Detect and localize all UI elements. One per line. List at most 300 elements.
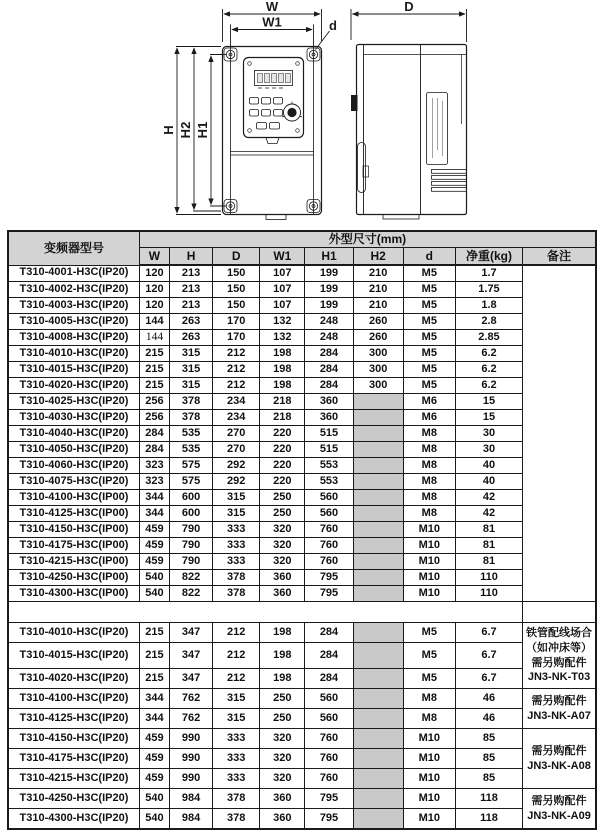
model-cell: T310-4015-H3C(IP20)	[8, 362, 139, 378]
weight-cell: 42	[455, 506, 522, 522]
model-cell: T310-4100-H3C(IP20)	[8, 689, 139, 709]
dim-cell-d: M8	[403, 689, 455, 709]
dim-cell-h: 213	[170, 282, 213, 298]
model-cell: T310-4300-H3C(IP20)	[8, 809, 139, 830]
dim-cell-w1: 220	[260, 426, 305, 442]
dim-cell-h2	[353, 586, 403, 602]
vent-slats	[432, 170, 467, 192]
header-row-1	[8, 231, 596, 248]
dim-cell-w1: 250	[260, 709, 305, 729]
table-row	[8, 809, 596, 830]
remark-line: 铁管配线场合	[526, 627, 593, 640]
table-row	[8, 458, 596, 474]
weight-cell: 15	[455, 410, 522, 426]
weight-cell: 1.8	[455, 298, 522, 314]
dim-cell-w1: 320	[260, 554, 305, 570]
dim-cell-w1: 320	[260, 749, 305, 769]
table-row	[8, 554, 596, 570]
dim-cell-d: 212	[213, 362, 260, 378]
dim-cell-w: 344	[139, 689, 169, 709]
dim-cell-w1: 250	[260, 689, 305, 709]
weight-cell: 6.7	[455, 669, 522, 689]
dim-cell-h: 535	[170, 426, 213, 442]
model-cell: T310-4215-H3C(IP20)	[8, 769, 139, 789]
dim-cell-w1: 220	[260, 458, 305, 474]
dim-cell-h: 263	[170, 314, 213, 330]
model-cell: T310-4150-H3C(IP00)	[8, 522, 139, 538]
remark-line: 需另购配件	[531, 794, 587, 807]
weight-cell: 118	[455, 809, 522, 830]
table-row	[8, 362, 596, 378]
dim-cell-h1: 760	[305, 554, 353, 570]
dim-cell-h1: 760	[305, 749, 353, 769]
dim-cell-d: 333	[213, 554, 260, 570]
table-row	[8, 570, 596, 586]
dim-cell-w1: 320	[260, 729, 305, 749]
dim-cell-h1: 553	[305, 474, 353, 490]
dim-cell-d: 333	[213, 522, 260, 538]
remark-line: 需另购配件	[531, 694, 587, 707]
dim-cell-w1: 198	[260, 643, 305, 669]
model-cell: T310-4300-H3C(IP00)	[8, 586, 139, 602]
table-row	[8, 769, 596, 789]
side-view-drawing	[351, 45, 467, 220]
dim-cell-d: 333	[213, 769, 260, 789]
dim-cell-d: 150	[213, 298, 260, 314]
dim-cell-h2	[353, 394, 403, 410]
dim-cell-w1: 132	[260, 330, 305, 346]
remark-note	[523, 789, 596, 830]
dim-cell-h1: 553	[305, 458, 353, 474]
col-header-d: D	[213, 248, 260, 266]
dim-cell-d: M10	[403, 586, 455, 602]
table-row	[8, 330, 596, 346]
dim-cell-h2	[353, 458, 403, 474]
dim-cell-w: 540	[139, 789, 169, 809]
model-cell: T310-4001-H3C(IP20)	[8, 265, 139, 282]
table-row	[8, 474, 596, 490]
remark-note	[523, 729, 596, 789]
model-cell: T310-4215-H3C(IP00)	[8, 554, 139, 570]
dim-cell-h2	[353, 669, 403, 689]
dim-cell-w: 120	[139, 282, 169, 298]
table-row	[8, 314, 596, 330]
dim-cell-w: 144	[139, 330, 169, 346]
dim-cell-h1: 560	[305, 689, 353, 709]
dim-cell-h: 347	[170, 669, 213, 689]
dim-cell-d: M5	[403, 346, 455, 362]
dim-cell-h: 378	[170, 394, 213, 410]
dim-cell-w1: 220	[260, 474, 305, 490]
dimension-diagram	[0, 0, 600, 230]
front-view-dimensions	[176, 9, 330, 215]
model-cell: T310-4125-H3C(IP00)	[8, 506, 139, 522]
dim-cell-w: 256	[139, 394, 169, 410]
dim-cell-d: 212	[213, 669, 260, 689]
dim-cell-w: 215	[139, 378, 169, 394]
dim-cell-h: 984	[170, 789, 213, 809]
remark-line: 需另购配件	[531, 656, 587, 669]
dim-cell-h2	[353, 474, 403, 490]
dim-cell-h: 575	[170, 458, 213, 474]
dim-cell-d: M5	[403, 314, 455, 330]
dim-cell-d: 170	[213, 330, 260, 346]
table-row	[8, 426, 596, 442]
model-cell: T310-4100-H3C(IP00)	[8, 490, 139, 506]
dim-cell-h1: 284	[305, 643, 353, 669]
weight-cell: 30	[455, 442, 522, 458]
dim-cell-h: 315	[170, 378, 213, 394]
dim-cell-h1: 284	[305, 378, 353, 394]
dim-cell-h1: 284	[305, 669, 353, 689]
keypad-buttons	[250, 98, 283, 130]
dim-cell-h1: 560	[305, 506, 353, 522]
dim-label-w1: W1	[262, 14, 282, 30]
dim-cell-h: 990	[170, 729, 213, 749]
dim-cell-d: 292	[213, 458, 260, 474]
dim-cell-d: M8	[403, 426, 455, 442]
dim-cell-d: 315	[213, 689, 260, 709]
dim-cell-w: 323	[139, 474, 169, 490]
dim-cell-h1: 199	[305, 282, 353, 298]
dim-cell-d: 333	[213, 729, 260, 749]
dim-cell-w: 144	[139, 314, 169, 330]
dim-cell-h: 347	[170, 623, 213, 643]
model-cell: T310-4050-H3C(IP20)	[8, 442, 139, 458]
dim-cell-h2	[353, 769, 403, 789]
dim-cell-w: 459	[139, 769, 169, 789]
dim-cell-h: 990	[170, 769, 213, 789]
dim-cell-w1: 218	[260, 410, 305, 426]
dim-cell-h1: 795	[305, 570, 353, 586]
model-cell: T310-4075-H3C(IP20)	[8, 474, 139, 490]
dim-cell-h: 984	[170, 809, 213, 830]
dim-cell-w1: 198	[260, 346, 305, 362]
dim-cell-h: 790	[170, 522, 213, 538]
dim-cell-h1: 560	[305, 709, 353, 729]
dim-cell-h2: 300	[353, 346, 403, 362]
dim-cell-d: M5	[403, 330, 455, 346]
weight-cell: 6.2	[455, 378, 522, 394]
dim-cell-w: 459	[139, 522, 169, 538]
dim-cell-d: M10	[403, 570, 455, 586]
table-row	[8, 689, 596, 709]
potentiometer-knob	[282, 102, 302, 122]
table-row	[8, 442, 596, 458]
dim-cell-h: 315	[170, 346, 213, 362]
weight-cell: 81	[455, 538, 522, 554]
dim-cell-h: 600	[170, 506, 213, 522]
dim-cell-h: 762	[170, 689, 213, 709]
col-header-weight: 净重(kg)	[455, 248, 522, 266]
dim-cell-h: 575	[170, 474, 213, 490]
dim-cell-h2	[353, 643, 403, 669]
dim-cell-w1: 132	[260, 314, 305, 330]
col-header-dd: d	[403, 248, 455, 266]
weight-cell: 46	[455, 689, 522, 709]
dim-cell-h: 790	[170, 554, 213, 570]
dim-cell-w: 459	[139, 729, 169, 749]
table-row	[8, 378, 596, 394]
dim-cell-h1: 199	[305, 265, 353, 282]
dim-cell-h1: 560	[305, 490, 353, 506]
dim-cell-d: M8	[403, 709, 455, 729]
table-row	[8, 522, 596, 538]
dim-cell-h1: 760	[305, 538, 353, 554]
dim-label-d-hole: d	[329, 18, 337, 33]
dim-cell-d: M8	[403, 442, 455, 458]
dim-cell-w1: 360	[260, 570, 305, 586]
dim-cell-w: 459	[139, 749, 169, 769]
weight-cell: 81	[455, 522, 522, 538]
dim-cell-h: 213	[170, 298, 213, 314]
model-cell: T310-4010-H3C(IP20)	[8, 623, 139, 643]
dim-label-h1: H1	[195, 121, 210, 139]
dim-cell-h1: 795	[305, 789, 353, 809]
dim-cell-h: 535	[170, 442, 213, 458]
dim-cell-h2: 210	[353, 298, 403, 314]
table-row	[8, 490, 596, 506]
table-row	[8, 394, 596, 410]
dim-cell-d: M10	[403, 538, 455, 554]
dim-label-w: W	[265, 0, 279, 14]
dim-label-h: H	[161, 125, 176, 135]
dim-cell-w1: 360	[260, 586, 305, 602]
remark-line: JN3-NK-A09	[527, 809, 591, 822]
dim-cell-d: 315	[213, 709, 260, 729]
remark-cell-empty	[523, 265, 596, 602]
dim-cell-d: 378	[213, 570, 260, 586]
model-cell: T310-4005-H3C(IP20)	[8, 314, 139, 330]
weight-cell: 40	[455, 474, 522, 490]
dim-cell-h: 762	[170, 709, 213, 729]
col-header-h: H	[170, 248, 213, 266]
side-label	[427, 93, 448, 165]
dim-cell-d: 212	[213, 623, 260, 643]
table-row	[8, 623, 596, 643]
dim-cell-h1: 199	[305, 298, 353, 314]
dim-cell-h2	[353, 709, 403, 729]
dim-cell-d: 315	[213, 506, 260, 522]
dim-cell-d: 212	[213, 378, 260, 394]
model-cell: T310-4008-H3C(IP20)	[8, 330, 139, 346]
model-cell: T310-4175-H3C(IP00)	[8, 538, 139, 554]
dim-cell-h: 600	[170, 490, 213, 506]
dim-cell-w: 120	[139, 298, 169, 314]
dim-cell-d: M10	[403, 554, 455, 570]
dim-cell-d: 212	[213, 643, 260, 669]
weight-cell: 6.2	[455, 346, 522, 362]
dim-cell-w: 284	[139, 426, 169, 442]
dim-cell-h2	[353, 749, 403, 769]
model-cell: T310-4030-H3C(IP20)	[8, 410, 139, 426]
table-row	[8, 729, 596, 749]
dim-cell-h1: 360	[305, 410, 353, 426]
weight-cell: 1.7	[455, 265, 522, 282]
dim-cell-d: 212	[213, 346, 260, 362]
dim-cell-h2	[353, 538, 403, 554]
dim-cell-h2	[353, 789, 403, 809]
col-header-model: 变频器型号	[8, 231, 139, 265]
col-header-remark: 备注	[523, 248, 596, 266]
col-header-dims-group: 外型尺寸(mm)	[139, 231, 596, 248]
dim-cell-h2: 300	[353, 378, 403, 394]
table-row	[8, 602, 596, 623]
dim-cell-w: 344	[139, 709, 169, 729]
remark-line: 需另购配件	[531, 744, 587, 757]
dim-cell-h: 822	[170, 570, 213, 586]
dim-cell-w1: 198	[260, 378, 305, 394]
dim-cell-w1: 360	[260, 789, 305, 809]
model-cell: T310-4010-H3C(IP20)	[8, 346, 139, 362]
dim-label-d-depth: D	[404, 0, 414, 14]
model-cell: T310-4060-H3C(IP20)	[8, 458, 139, 474]
dim-cell-d: 378	[213, 789, 260, 809]
weight-cell: 2.8	[455, 314, 522, 330]
dim-cell-w: 344	[139, 490, 169, 506]
dim-cell-d: 234	[213, 394, 260, 410]
dim-cell-h2: 210	[353, 265, 403, 282]
weight-cell: 6.7	[455, 643, 522, 669]
dim-cell-d: M5	[403, 643, 455, 669]
dim-cell-d: M5	[403, 669, 455, 689]
dim-cell-h: 990	[170, 749, 213, 769]
dim-cell-h2: 260	[353, 330, 403, 346]
dim-cell-h: 347	[170, 643, 213, 669]
dim-cell-d: M10	[403, 522, 455, 538]
table-row	[8, 643, 596, 669]
model-cell: T310-4020-H3C(IP20)	[8, 669, 139, 689]
model-cell: T310-4040-H3C(IP20)	[8, 426, 139, 442]
dim-cell-h1: 248	[305, 330, 353, 346]
dim-cell-d: 292	[213, 474, 260, 490]
dim-cell-d: 315	[213, 490, 260, 506]
dim-cell-d: M5	[403, 265, 455, 282]
model-cell: T310-4015-H3C(IP20)	[8, 643, 139, 669]
col-header-h2: H2	[353, 248, 403, 266]
table-row	[8, 749, 596, 769]
dim-cell-w: 540	[139, 809, 169, 830]
dim-cell-d: M10	[403, 789, 455, 809]
model-cell: T310-4150-H3C(IP20)	[8, 729, 139, 749]
weight-cell: 6.2	[455, 362, 522, 378]
weight-cell: 15	[455, 394, 522, 410]
dim-cell-h1: 284	[305, 346, 353, 362]
dim-cell-d: M5	[403, 298, 455, 314]
dim-cell-h2	[353, 490, 403, 506]
dim-cell-h1: 795	[305, 586, 353, 602]
dim-cell-h2	[353, 506, 403, 522]
table-row	[8, 669, 596, 689]
dim-cell-d: M6	[403, 410, 455, 426]
dim-cell-w: 120	[139, 265, 169, 282]
dim-cell-w: 540	[139, 570, 169, 586]
dim-label-h2: H2	[178, 121, 193, 139]
remark-line: JN3-NK-A08	[527, 759, 591, 772]
dim-cell-h2	[353, 570, 403, 586]
model-cell: T310-4125-H3C(IP20)	[8, 709, 139, 729]
dim-cell-d: 333	[213, 538, 260, 554]
weight-cell: 30	[455, 426, 522, 442]
dim-cell-d: M8	[403, 490, 455, 506]
col-header-h1: H1	[305, 248, 353, 266]
dim-cell-d: 378	[213, 586, 260, 602]
model-cell: T310-4250-H3C(IP00)	[8, 570, 139, 586]
dim-cell-h2	[353, 522, 403, 538]
model-cell: T310-4020-H3C(IP20)	[8, 378, 139, 394]
separator-cell	[8, 602, 523, 623]
dim-cell-h2	[353, 426, 403, 442]
dim-cell-h1: 360	[305, 394, 353, 410]
dim-cell-d: 150	[213, 265, 260, 282]
keypad-panel	[244, 58, 304, 138]
remark-line: JN3-NK-A07	[527, 709, 591, 722]
weight-cell: 6.7	[455, 623, 522, 643]
weight-cell: 2.85	[455, 330, 522, 346]
dim-cell-d: 333	[213, 749, 260, 769]
dim-cell-w1: 107	[260, 298, 305, 314]
table-row	[8, 282, 596, 298]
dim-cell-d: M5	[403, 282, 455, 298]
dim-cell-d: 378	[213, 809, 260, 830]
side-connector	[351, 95, 358, 111]
remark-note	[523, 689, 596, 729]
dim-cell-w1: 198	[260, 362, 305, 378]
model-cell: T310-4002-H3C(IP20)	[8, 282, 139, 298]
dim-cell-h1: 515	[305, 426, 353, 442]
dim-cell-d: 150	[213, 282, 260, 298]
dim-cell-h1: 795	[305, 809, 353, 830]
model-cell: T310-4175-H3C(IP20)	[8, 749, 139, 769]
dim-cell-h: 378	[170, 410, 213, 426]
table-row	[8, 709, 596, 729]
dim-cell-w1: 107	[260, 282, 305, 298]
dim-cell-h: 315	[170, 362, 213, 378]
dim-cell-h2	[353, 809, 403, 830]
model-cell: T310-4003-H3C(IP20)	[8, 298, 139, 314]
dim-cell-d: M5	[403, 378, 455, 394]
dim-cell-w1: 220	[260, 442, 305, 458]
dim-cell-h1: 760	[305, 522, 353, 538]
dim-cell-h2: 300	[353, 362, 403, 378]
weight-cell: 85	[455, 729, 522, 749]
dim-cell-w1: 198	[260, 623, 305, 643]
dim-cell-w1: 107	[260, 265, 305, 282]
weight-cell: 42	[455, 490, 522, 506]
remark-note	[523, 623, 596, 689]
front-view-drawing	[223, 47, 322, 220]
dim-cell-d: 270	[213, 442, 260, 458]
weight-cell: 110	[455, 586, 522, 602]
dim-cell-w: 215	[139, 643, 169, 669]
dim-cell-h1: 284	[305, 362, 353, 378]
dim-cell-h2	[353, 410, 403, 426]
dim-cell-d: M5	[403, 623, 455, 643]
dim-cell-w: 344	[139, 506, 169, 522]
dim-cell-w1: 320	[260, 538, 305, 554]
dim-cell-h2	[353, 623, 403, 643]
dim-cell-w1: 320	[260, 522, 305, 538]
weight-cell: 40	[455, 458, 522, 474]
dim-cell-h2	[353, 689, 403, 709]
mounting-tabs	[224, 48, 320, 213]
weight-cell: 81	[455, 554, 522, 570]
table-row	[8, 265, 596, 282]
dim-cell-w1: 218	[260, 394, 305, 410]
weight-cell: 110	[455, 570, 522, 586]
weight-cell: 85	[455, 749, 522, 769]
dim-cell-w: 215	[139, 362, 169, 378]
